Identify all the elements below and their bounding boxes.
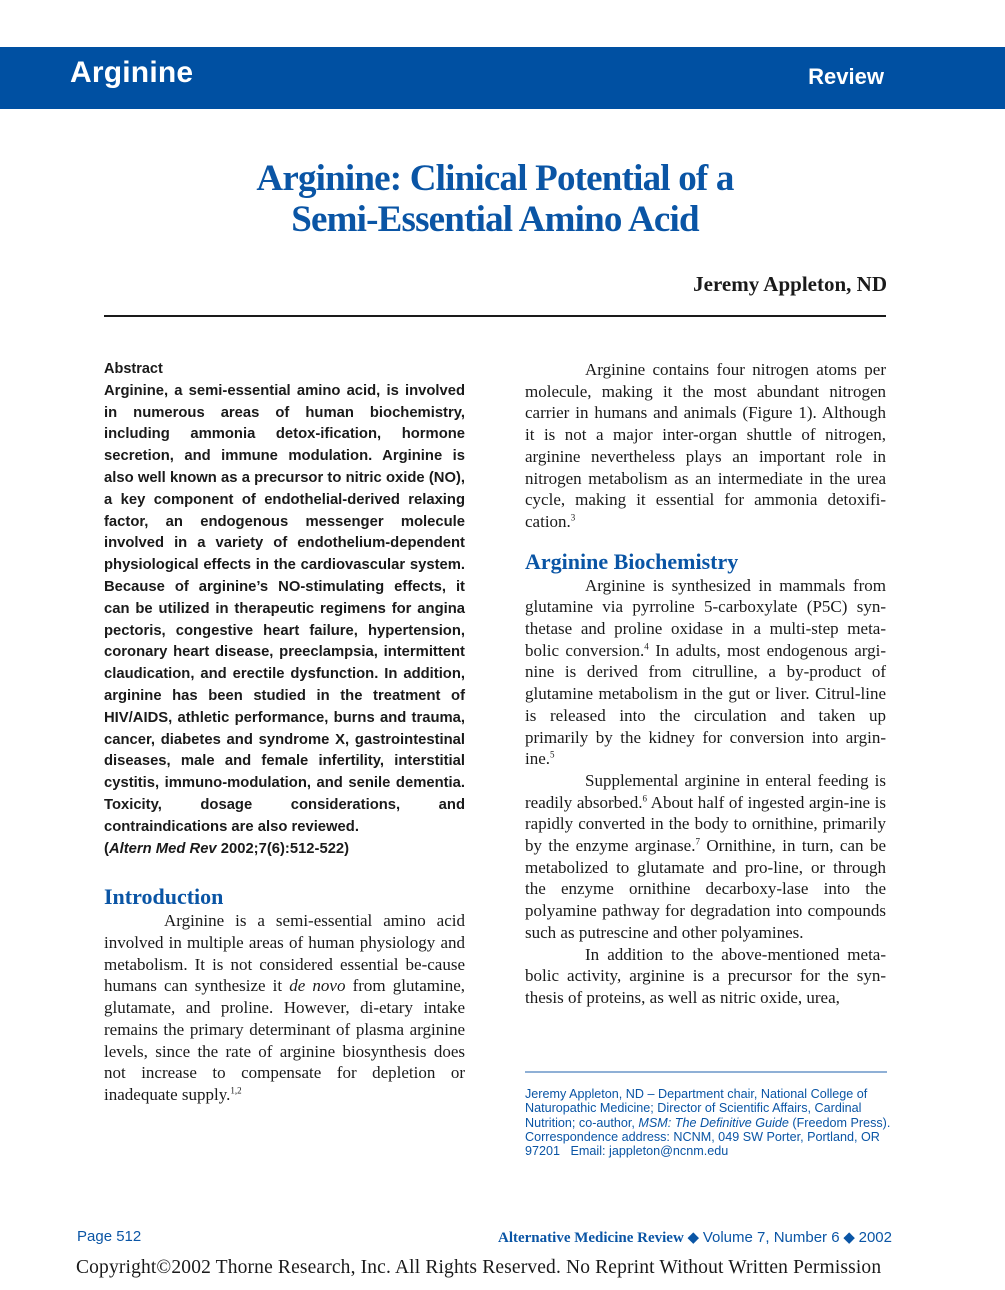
intro-italic: de novo — [289, 976, 346, 996]
precursor-paragraph: In addition to the above-mentioned meta-bolic activity, arginine is a precursor for the syn-thesis of proteins, as well as nitric oxide, urea, — [525, 944, 886, 1007]
biochem-text-a: Arginine is synthesized in mammals from glutamine via pyrroline 5-carboxylate (P5C) syn-thetase and proline oxidase in a multi-step meta-bolic conversion. — [525, 575, 886, 660]
intro-text-b: from glutamine, glutamate, and proline. However, di-etary intake remains the primary determinant of plasma arginine levels, since the rate of arginine biosynthesis does not increase to compensate for depletion or inadequate supply. — [104, 976, 465, 1104]
supp-text-b: About half of ingested argin-ine is rapidly converted in the body to ornithine, primarily by the enzyme arginase. — [525, 792, 886, 856]
publication-year: 2002 — [858, 1229, 892, 1246]
volume-issue: Volume 7, Number 6 — [702, 1229, 840, 1246]
biochemistry-paragraph — [525, 575, 886, 770]
affiliation-text: Jeremy Appleton, ND – Department chair, National College of Naturopathic Medicine; Director of Scientific Affairs, Cardinal Nutrition; co-author, — [525, 1087, 868, 1130]
biochem-text-b: In adults, most endogenous argi-nine is derived from citrulline, a by-product of glutamine metabolism in the gut or liver. Citrul-line is released into the circulation and taken up primarily by the kidney for conversion into argin-ine. — [525, 640, 886, 769]
biochemistry-heading: Arginine Biochemistry — [525, 548, 739, 574]
right-column — [525, 359, 886, 1009]
reference-marker: 3 — [570, 512, 576, 523]
article-type-label: Review — [808, 64, 884, 89]
section-label: Arginine — [70, 56, 194, 89]
journal-name: Alternative Medicine Review — [498, 1230, 684, 1246]
publisher-text: (Freedom Press). — [788, 1115, 891, 1130]
abstract-heading: Abstract — [104, 361, 163, 377]
header-band — [0, 47, 1005, 109]
citation-journal: Altern Med Rev — [108, 840, 217, 857]
author-email: Email: jappleton@ncnm.edu — [570, 1144, 729, 1159]
page-number: Page 512 — [77, 1228, 142, 1245]
reference-marker: 4 — [644, 641, 649, 652]
left-column — [104, 359, 465, 1106]
author-affiliation — [525, 1087, 895, 1130]
journal-footer — [498, 1228, 892, 1247]
correspondence-address: Correspondence address: NCNM, 049 SW Porter, Portland, OR 97201 — [525, 1129, 880, 1159]
reference-marker: 1,2 — [230, 1085, 242, 1096]
author-byline: Jeremy Appleton, ND — [693, 272, 887, 296]
diamond-icon: ◆ — [843, 1229, 855, 1246]
title-divider — [104, 315, 886, 317]
footnote-divider — [525, 1071, 887, 1073]
title-line-1: Arginine: Clinical Potential of a — [256, 158, 734, 199]
reference-marker: 5 — [550, 749, 555, 760]
book-title: MSM: The Definitive Guide — [638, 1115, 789, 1130]
abstract-text: Arginine, a semi-essential amino acid, is involved in numerous areas of human biochemistry, including ammonia detox-ification, hormone secretion, and immune modulation. Arginine is also well known as a precursor to nitric oxide (NO), a key component of endothelial-derived relaxing factor, an endogenous messenger molecule involved in a variety of endothelium-dependent physiological effects in the cardiovascular system. Because of arginine’s NO-stimulating effects, it can be utilized in therapeutic regimens for angina pectoris, congestive heart failure, hypertension, coronary heart disease, preeclampsia, intermittent claudication, and erectile dysfunction. In addition, arginine has been studied in the treatment of HIV/AIDS, athletic performance, burns and trauma, cancer, diabetes and syndrome X, gastrointestinal diseases, male and female infertility, interstitial cystitis, immuno-modulation, and senile dementia. Toxicity, dosage considerations, and contraindications are also reviewed. — [104, 382, 465, 835]
intro-text-a: Arginine is a semi-essential amino acid involved in multiple areas of human physiology and metabolism. It is not considered essential be-cause humans can synthesize it — [104, 911, 465, 996]
citation-details: 2002;7(6):512-522) — [216, 840, 350, 857]
diamond-icon: ◆ — [687, 1229, 700, 1246]
supp-text-c: Ornithine, in turn, can be metabolized to glutamate and pro-line, or through the enzyme ornithine decarboxy-lase into the polyamine pathway for degradation into compounds such as putrescine and other polyamines. — [525, 836, 886, 942]
introduction-heading: Introduction — [104, 884, 224, 910]
title-line-2: Semi-Essential Amino Acid — [291, 199, 699, 240]
copyright-notice: Copyright©2002 Thorne Research, Inc. All Rights Reserved. No Reprint Without Written Permission — [76, 1257, 882, 1278]
reference-marker: 7 — [695, 836, 700, 847]
article-title — [100, 158, 890, 240]
nitrogen-paragraph — [525, 359, 886, 533]
reference-marker: 6 — [642, 793, 647, 803]
abstract-citation — [104, 839, 465, 861]
nitrogen-text: Arginine contains four nitrogen atoms per molecule, making it the most abundant nitrogen carrier in humans and animals (Figure 1). Although it is not a major inter-organ shuttle of nitrogen, arginine nevertheless plays an important role in nitrogen metabolism as an intermediate in the urea cycle, making it essential for ammonia detoxifi-cation. — [525, 360, 886, 531]
author-footnote — [525, 1087, 895, 1158]
supp-text-a: Supplemental arginine in enteral feeding is readily absorbed. — [525, 770, 886, 812]
introduction-paragraph — [104, 910, 465, 1105]
correspondence — [525, 1130, 895, 1159]
citation-open: ( — [104, 840, 109, 857]
supplemental-paragraph — [525, 770, 886, 944]
